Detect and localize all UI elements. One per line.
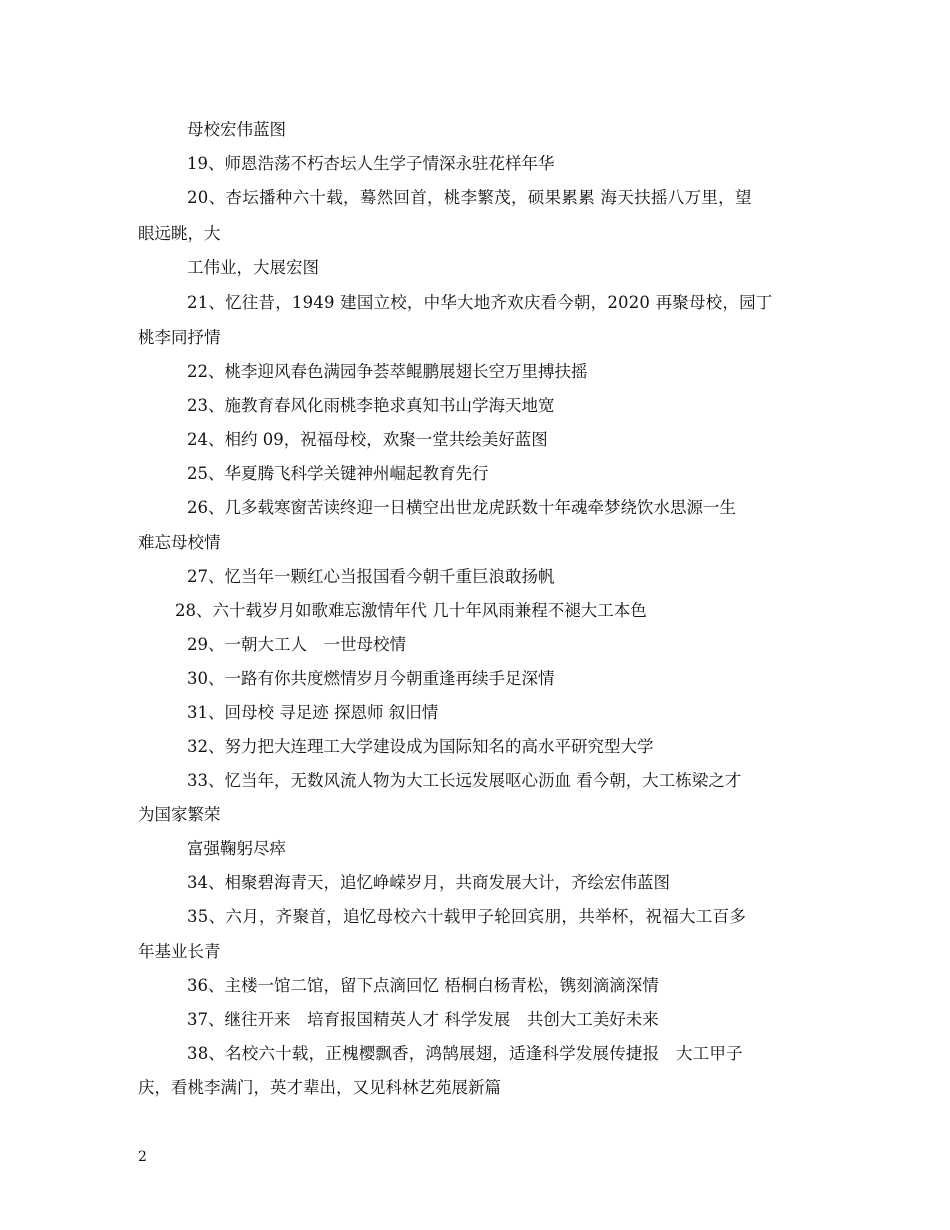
text-line: 35、六月，齐聚首，追忆母校六十载甲子轮回宾朋，共举杯，祝福大工百多: [187, 907, 747, 926]
text-line: 29、一朝大工人 一世母校情: [187, 635, 406, 654]
text-line: 34、相聚碧海青天，追忆峥嵘岁月，共商发展大计，齐绘宏伟蓝图: [187, 873, 670, 892]
text-line: 工伟业，大展宏图: [187, 258, 319, 277]
text-line: 28、六十载岁月如歌难忘激情年代 几十年风雨兼程不褪大工本色: [175, 601, 647, 620]
text-line: 22、桃李迎风春色满园争荟萃鲲鹏展翅长空万里搏扶摇: [187, 362, 588, 381]
text-line: 36、主楼一馆二馆，留下点滴回忆 梧桐白杨青松，镌刻滴滴深情: [187, 976, 659, 995]
text-line: 20、杏坛播种六十载，蓦然回首，桃李繁茂，硕果累累 海天扶摇八万里，望: [187, 188, 752, 207]
text-line: 26、几多载寒窗苦读终迎一日横空出世龙虎跃数十年魂牵梦绕饮水思源一生: [187, 498, 736, 517]
text-line: 38、名校六十载，正槐樱飘香，鸿鹄展翅，适逢科学发展传捷报 大工甲子: [187, 1044, 743, 1063]
text-line: 31、回母校 寻足迹 探恩师 叙旧情: [187, 703, 439, 722]
text-line: 母校宏伟蓝图: [187, 120, 286, 139]
text-line: 24、相约 09，祝福母校，欢聚一堂共绘美好蓝图: [187, 430, 548, 449]
text-line: 25、华夏腾飞科学关键神州崛起教育先行: [187, 464, 489, 483]
text-line: 富强鞠躬尽瘁: [187, 839, 286, 858]
text-line: 眼远眺，大: [138, 224, 221, 243]
text-line: 23、施教育春风化雨桃李艳求真知书山学海天地宽: [187, 396, 555, 415]
text-line: 桃李同抒情: [138, 328, 221, 347]
text-line: 33、忆当年，无数风流人物为大工长远发展呕心沥血 看今朝，大工栋梁之才: [187, 771, 742, 790]
text-line: 27、忆当年一颗红心当报国看今朝千重巨浪敢扬帆: [187, 567, 555, 586]
text-line: 难忘母校情: [138, 533, 221, 552]
text-line: 37、继往开来 培育报国精英人才 科学发展 共创大工美好未来: [187, 1010, 659, 1029]
page-number: 2: [138, 1149, 147, 1165]
text-line: 30、一路有你共度燃情岁月今朝重逢再续手足深情: [187, 669, 555, 688]
text-line: 19、师恩浩荡不朽杏坛人生学子情深永驻花样年华: [187, 154, 555, 173]
text-line: 21、忆往昔，1949 建国立校，中华大地齐欢庆看今朝，2020 再聚母校，园丁: [187, 293, 773, 312]
text-line: 年基业长青: [138, 942, 221, 961]
text-line: 庆，看桃李满门，英才辈出，又见科林艺苑展新篇: [138, 1078, 501, 1097]
text-line: 32、努力把大连理工大学建设成为国际知名的高水平研究型大学: [187, 737, 654, 756]
text-line: 为国家繁荣: [138, 805, 221, 824]
